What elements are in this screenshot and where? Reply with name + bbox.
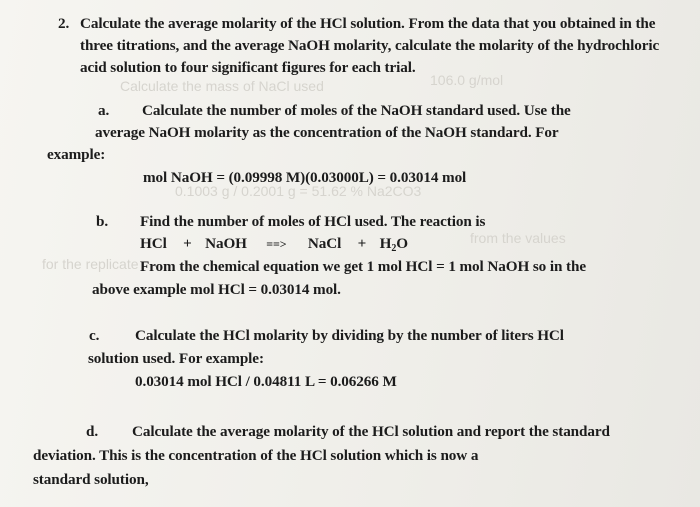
part-b-text-line: Find the number of moles of HCl used. The reaction is (140, 213, 486, 230)
part-d-label: d. (86, 423, 99, 440)
question-text-line: Calculate the average molarity of the HCl solution. From the data that you obtained in the (80, 15, 656, 32)
part-a-text-line: average NaOH molarity as the concentration of the NaOH standard. For (95, 124, 559, 141)
part-d-text-line: Calculate the average molarity of the HCl solution and report the standard (132, 423, 610, 440)
part-c-text-line: Calculate the HCl molarity by dividing by the number of liters HCl (135, 327, 564, 344)
part-d-text-line: deviation. This is the concentration of the HCl solution which is now a (33, 447, 479, 464)
reactant-naoh: NaOH (205, 235, 247, 252)
part-a-example: mol NaOH = (0.09998 M)(0.03000L) = 0.03014 mol (143, 169, 467, 186)
reaction-equation (140, 235, 408, 258)
bleed-through-text: from the values (470, 230, 566, 246)
part-b-text-line: From the chemical equation we get 1 mol HCl = 1 mol NaOH so in the (140, 258, 586, 275)
part-c-label: c. (89, 327, 100, 344)
bleed-through-text: 106.0 g/mol (430, 72, 504, 88)
part-b-text-line: above example mol HCl = 0.03014 mol. (92, 281, 341, 298)
part-c-example: 0.03014 mol HCl / 0.04811 L = 0.06266 M (135, 373, 397, 390)
part-a-text-line: Calculate the number of moles of the NaOH standard used. Use the (142, 102, 571, 119)
reaction-arrow: ==> (266, 237, 287, 251)
part-a-text-line: example: (47, 146, 106, 163)
product-water: $H_2O$ (379, 235, 408, 254)
reactant-hcl: HCl (140, 235, 167, 252)
question-text-line: three titrations, and the average NaOH molarity, calculate the molarity of the hydrochloric (80, 37, 660, 54)
bleed-through-text: 0.1003 g / 0.2001 g = 51.62 % Na2CO3 (175, 183, 422, 199)
plus-sign: + (357, 235, 367, 252)
part-a-label: a. (98, 102, 110, 119)
question-text-line: acid solution to four significant figures for each trial. (80, 59, 416, 76)
part-c-text-line: solution used. For example: (88, 350, 264, 367)
product-nacl: NaCl (307, 235, 342, 252)
question-number: 2. (58, 15, 70, 32)
bleed-through-text: Calculate the mass of NaCl used (120, 78, 324, 94)
bleed-through-text: for the replicate (42, 256, 139, 272)
part-d-text-line: standard solution, (33, 471, 149, 488)
part-b-label: b. (96, 213, 109, 230)
plus-sign: + (183, 235, 192, 252)
